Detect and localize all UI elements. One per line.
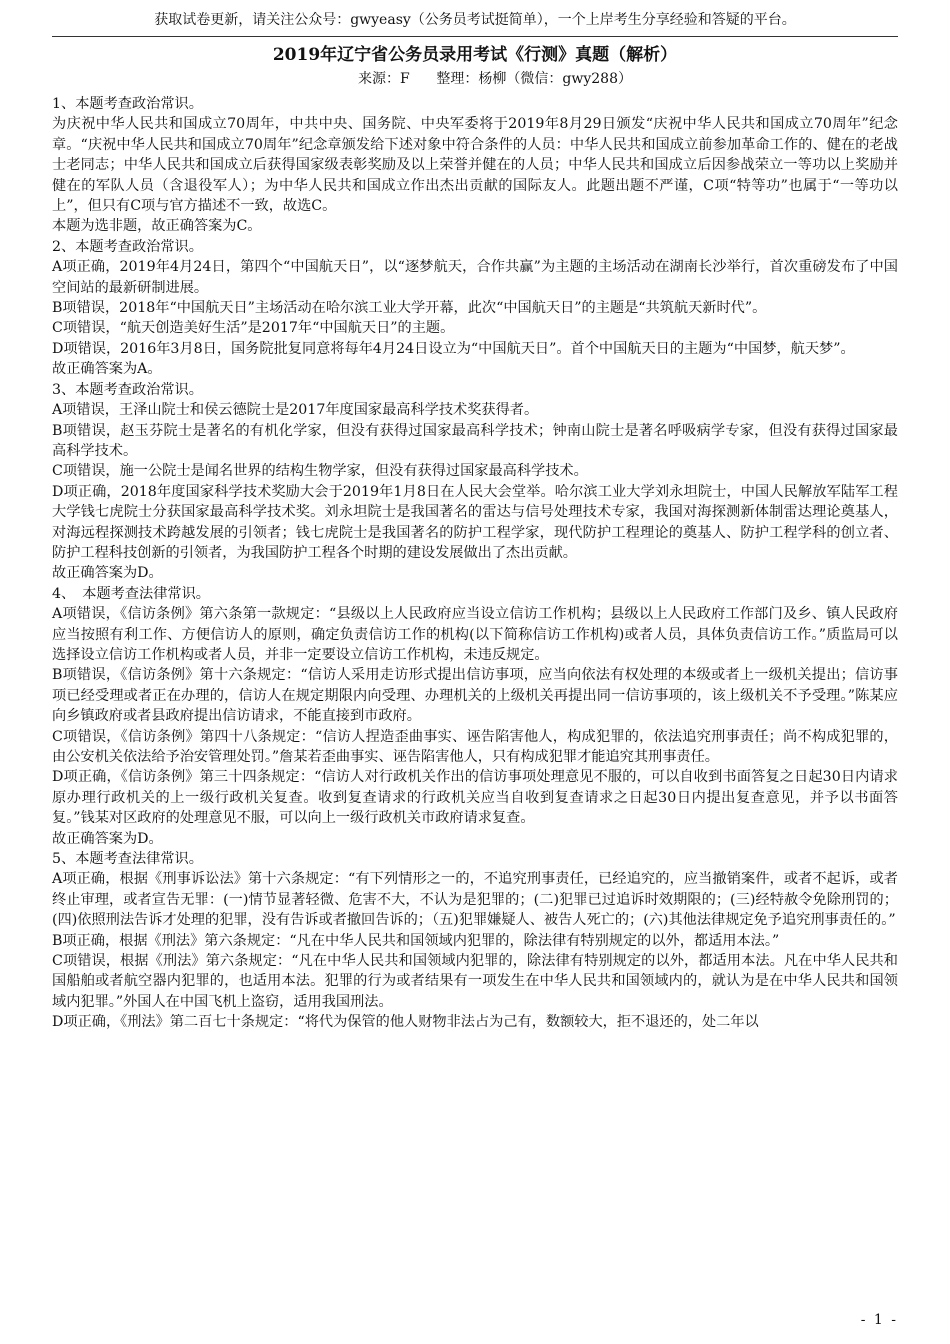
top-notice: 获取试卷更新，请关注公众号：gwyeasy（公务员考试挺简单），一个上岸考生分享经验和答疑的平台。 (154, 12, 796, 28)
paragraph: A项错误，王泽山院士和侯云德院士是2017年度国家最高科学技术奖获得者。 (52, 402, 539, 419)
paragraph: 4、 本题考查法律常识。 (52, 585, 210, 602)
paragraph: B项错误，《信访条例》第十六条规定：“信访人采用走访形式提出信访事项，应当向依法有权处理的本级或者上一级机关提出；信访事项已经受理或者正在办理的，信访人在规定期限内向受理、办理机关的上级机关再提出同一信访事项的，该上级机关不予受理。”陈某应向乡镇政府或者县政府提出信访请求，不能直接到市政府。 (52, 667, 898, 725)
paragraph: B项错误，赵玉芬院士是著名的有机化学家，但没有获得过国家最高科学技术；钟南山院士是著名呼吸病学专家，但没有获得过国家最高科学技术。 (52, 422, 898, 459)
paragraph: 1、本题考查政治常识。 (52, 96, 203, 112)
header-divider (52, 36, 898, 37)
paragraph: B项错误，2018年“中国航天日”主场活动在哈尔滨工业大学开幕，此次“中国航天日”的主题是“共筑航天新时代”。 (52, 300, 767, 317)
paragraph: 5、本题考查法律常识。 (52, 851, 203, 868)
paragraph: 3、本题考查政治常识。 (52, 381, 203, 398)
document-title: 2019年辽宁省公务员录用考试《行测》真题（解析） (272, 45, 678, 65)
paragraph: C项错误，根据《刑法》第六条规定：“凡在中华人民共和国领域内犯罪的，除法律有特别规定的以外，都适用本法。凡在中华人民共和国船舶或者航空器内犯罪的，也适用本法。犯罪的行为或者结果有一项发生在中华人民共和国领域内的，就认为是在中华人民共和国领域内犯罪。”外国人在中国飞机上盗窃，适用我国刑法。 (52, 953, 898, 1010)
paragraph: C项错误，《信访条例》第四十八条规定：“信访人捏造歪曲事实、诬告陷害他人，构成犯罪的，依法追究刑事责任；尚不构成犯罪的，由公安机关依法给予治安管理处罚。”詹某若歪曲事实、诬告陷害他人，只有构成犯罪才能追究其刑事责任。 (52, 728, 898, 765)
paragraph: A项正确，根据《刑事诉讼法》第十六条规定：“有下列情形之一的，不追究刑事责任，已经追究的，应当撤销案件，或者不起诉，或者终止审理，或者宣告无罪：(一)情节显著轻微、危害不大，不认为是犯罪的；(二)犯罪已过追诉时效期限的；(三)经特赦令免除刑罚的；(四)依照刑法告诉才处理的犯罪，没有告诉或者撤回告诉的；（五)犯罪嫌疑人、被告人死亡的；(六)其他法律规定免予追究刑事责任的。” (52, 871, 898, 929)
paragraph: 本题为选非题，故正确答案为C。 (52, 218, 262, 235)
paragraph: A项正确，2019年4月24日，第四个“中国航天日”，以“逐梦航天，合作共赢”为主题的主场活动在湖南长沙举行，首次重磅发布了中国空间站的最新研制进展。 (52, 259, 898, 296)
paragraph: C项错误，“航天创造美好生活”是2017年“中国航天日”的主题。 (52, 320, 455, 337)
paragraph: 2、本题考查政治常识。 (52, 238, 203, 255)
paragraph: B项正确，根据《刑法》第六条规定：“凡在中华人民共和国领域内犯罪的，除法律有特别规定的以外，都适用本法。” (52, 932, 780, 949)
paragraph: D项正确，《刑法》第二百七十条规定：“将代为保管的他人财物非法占为己有，数额较大，拒不退还的，处二年以 (52, 1014, 759, 1031)
paragraph: 故正确答案为D。 (52, 565, 163, 582)
document-subtitle: 来源：F 整理：杨柳（微信：gwy288） (358, 71, 632, 87)
paragraph: D项正确，2018年度国家科学技术奖励大会于2019年1月8日在人民大会堂举。哈尔滨工业大学刘永坦院士，中国人民解放军陆军工程大学钱七虎院士分获国家最高科学技术奖。刘永坦院士是我国著名的雷达与信号处理技术专家，我国对海探测新体制雷达理论奠基人，对海远程探测技术跨越发展的引领者；钱七虎院士是我国著名的防护工程学家，现代防护工程理论的奠基人、防护工程学科的创立者、防护工程科技创新的引领者，为我国防护工程各个时期的建设发展做出了杰出贡献。 (52, 483, 898, 561)
paragraph: 为庆祝中华人民共和国成立70周年，中共中央、国务院、中央军委将于2019年8月29日颁发“庆祝中华人民共和国成立70周年”纪念章。“庆祝中华人民共和国成立70周年”纪念章颁发给下述对象中符合条件的人员：中华人民共和国成立前参加革命工作的、健在的老战士老同志；中华人民共和国成立后获得国家级表彰奖励及以上荣誉并健在的人员；中华人民共和国成立后因参战荣立一等功以上奖励并健在的军队人员（含退役军人）；为中华人民共和国成立作出杰出贡献的国际友人。此题出题不严谨，C项“特等功”也属于“一等功以上”，但只有C项与官方描述不一致，故选C。 (52, 116, 898, 215)
paragraph: D项正确，《信访条例》第三十四条规定：“信访人对行政机关作出的信访事项处理意见不服的，可以自收到书面答复之日起30日内请求原办理行政机关的上一级行政机关复查。收到复查请求的行政机关应当自收到复查请求之日起30日内提出复查意见，并予以书面答复。”钱某对区政府的处理意见不服，可以向上一级行政机关市政府请求复查。 (52, 769, 898, 827)
paragraph: 故正确答案为A。 (52, 361, 162, 378)
paragraph: C项错误，施一公院士是闻名世界的结构生物学家，但没有获得过国家最高科学技术。 (52, 463, 588, 480)
paragraph: D项错误，2016年3月8日，国务院批复同意将每年4月24日设立为“中国航天日”。首个中国航天日的主题为“中国梦，航天梦”。 (52, 340, 855, 357)
page-number: - 1 - (860, 1312, 898, 1328)
paragraph: 故正确答案为D。 (52, 830, 163, 847)
document-body (52, 94, 898, 1033)
paragraph: A项错误，《信访条例》第六条第一款规定：“县级以上人民政府应当设立信访工作机构；县级以上人民政府工作部门及乡、镇人民政府应当按照有利工作、方便信访人的原则，确定负责信访工作的机构(以下简称信访工作机构)或者人员，具体负责信访工作。”质监局可以选择设立信访工作机构或者人员，并非一定要设立信访工作机构，未违反规定。 (52, 606, 898, 663)
